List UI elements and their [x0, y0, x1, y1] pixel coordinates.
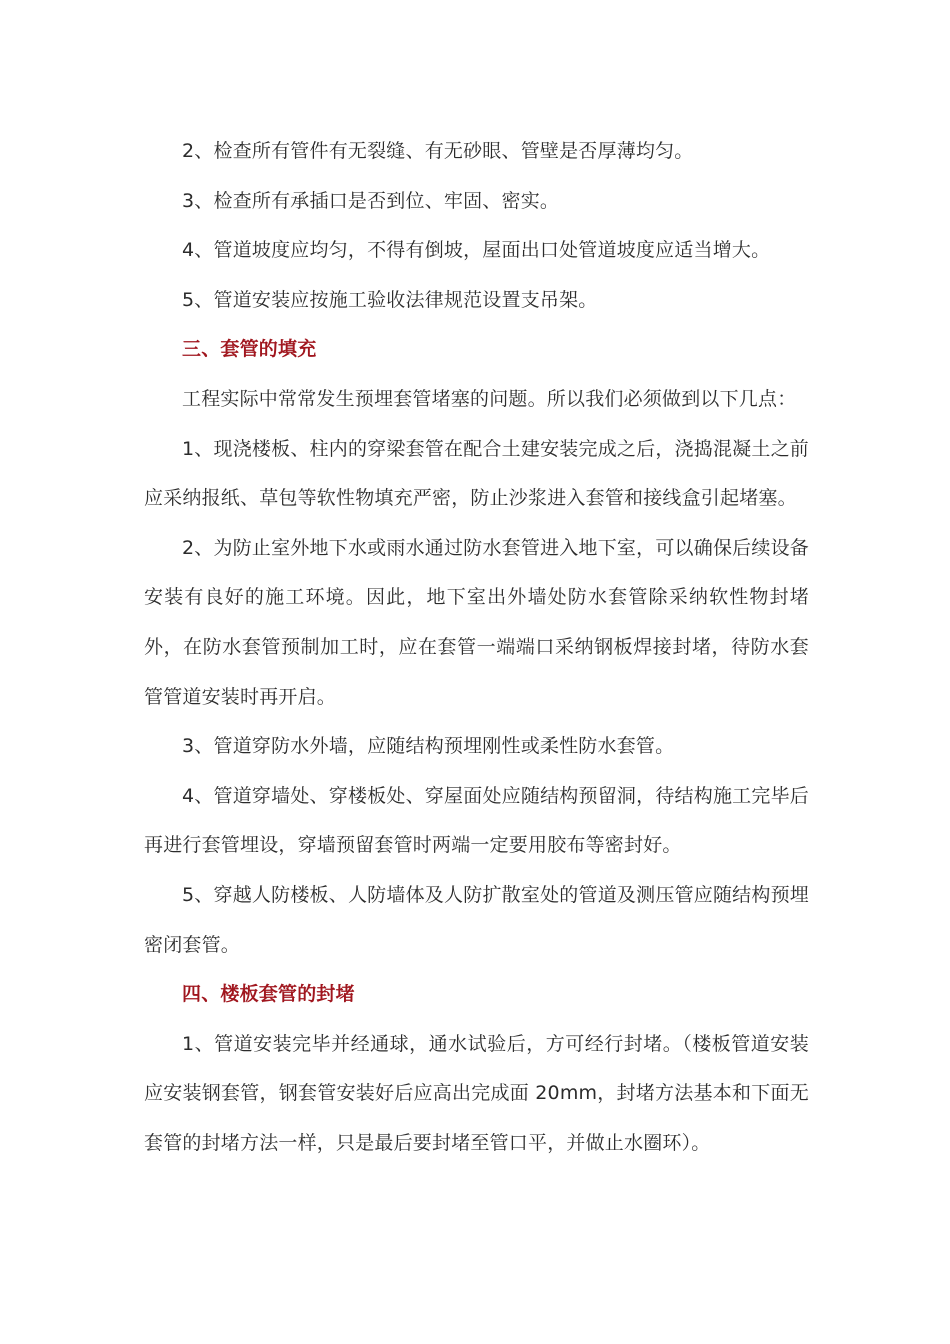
section-heading-sleeve-filling: 三、套管的填充 [182, 338, 317, 361]
list-item: 4、管道穿墙处、穿楼板处、穿屋面处应随结构预留洞，待结构施工完毕后再进行套管埋设，穿墙预留套管时两端一定要用胶布等密封好。 [144, 784, 809, 857]
list-item: 3、检查所有承插口是否到位、牢固、密实。 [182, 189, 560, 212]
section-heading-floor-sleeve-sealing: 四、楼板套管的封堵 [182, 983, 355, 1006]
document-body [144, 127, 809, 1168]
list-item: 1、管道安装完毕并经通球，通水试验后，方可经行封堵。（楼板管道安装应安装钢套管，钢套管安装好后应高出完成面 20mm，封堵方法基本和下面无套管的封堵方法一样，只是最后要封堵至管口平，并做止水圈环）。 [144, 1032, 809, 1154]
list-item: 5、管道安装应按施工验收法律规范设置支吊架。 [182, 288, 598, 311]
section-intro: 工程实际中常常发生预埋套管堵塞的问题。所以我们必须做到以下几点： [182, 387, 797, 410]
list-item: 2、检查所有管件有无裂缝、有无砂眼、管壁是否厚薄均匀。 [182, 140, 694, 162]
list-item: 5、穿越人防楼板、人防墙体及人防扩散室处的管道及测压管应随结构预埋密闭套管。 [144, 883, 809, 956]
list-item: 4、管道坡度应均匀，不得有倒坡，屋面出口处管道坡度应适当增大。 [182, 239, 771, 262]
list-item: 3、管道穿防水外墙，应随结构预埋刚性或柔性防水套管。 [182, 735, 675, 758]
list-item: 2、为防止室外地下水或雨水通过防水套管进入地下室，可以确保后续设备安装有良好的施工环境。因此，地下室出外墙处防水套管除采纳软性物封堵外，在防水套管预制加工时，应在套管一端端口采纳钢板焊接封堵，待防水套管管道安装时再开启。 [144, 536, 809, 708]
list-item: 1、现浇楼板、柱内的穿梁套管在配合土建安装完成之后，浇捣混凝土之前应采纳报纸、草包等软性物填充严密，防止沙浆进入套管和接线盒引起堵塞。 [144, 437, 809, 510]
